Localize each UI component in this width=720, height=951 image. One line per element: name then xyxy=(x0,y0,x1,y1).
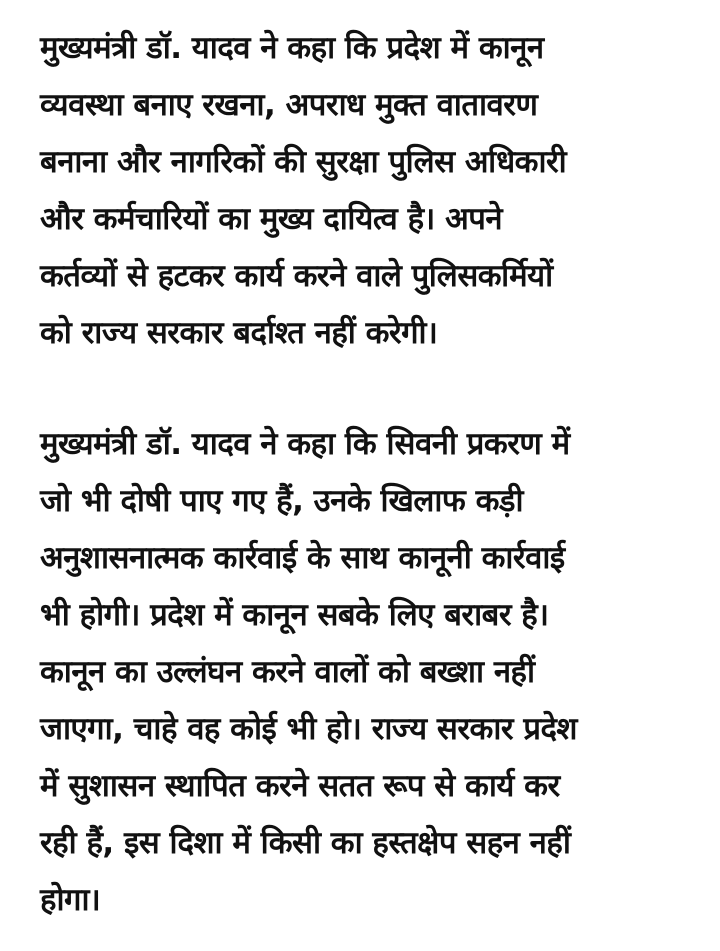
paragraph-line: रही हैं, इस दिशा में किसी का हस्तक्षेप सहन नहीं xyxy=(40,825,571,861)
paragraph-line: होगा। xyxy=(40,882,101,918)
paragraph-line: मुख्यमंत्री डॉ. यादव ने कहा कि सिवनी प्रकरण में xyxy=(40,426,570,462)
paragraph-line: बनाना और नागरिकों की सुरक्षा पुलिस अधिकारी xyxy=(40,144,567,180)
paragraph-line: जाएगा, चाहे वह कोई भी हो। राज्य सरकार प्रदेश xyxy=(40,711,578,747)
paragraph-line: और कर्मचारियों का मुख्य दायित्व है। अपने xyxy=(40,201,503,237)
paragraph-line: कर्तव्यों से हटकर कार्य करने वाले पुलिसकर्मियों xyxy=(40,258,553,294)
paragraph-1 xyxy=(40,20,688,362)
paragraph-line: जो भी दोषी पाए गए हैं, उनके खिलाफ कड़ी xyxy=(40,483,523,519)
article-body xyxy=(40,20,688,929)
paragraph-line: अनुशासनात्मक कार्रवाई के साथ कानूनी कार्रवाई xyxy=(40,540,565,576)
paragraph-line: में सुशासन स्थापित करने सतत रूप से कार्य कर xyxy=(40,768,560,804)
paragraph-line: व्यवस्था बनाए रखना, अपराध मुक्त वातावरण xyxy=(40,87,538,123)
paragraph-line: कानून का उल्लंघन करने वालों को बख्शा नहीं xyxy=(40,654,535,690)
paragraph-line: भी होगी। प्रदेश में कानून सबके लिए बराबर है। xyxy=(40,597,549,633)
paragraph-line: को राज्य सरकार बर्दाश्त नहीं करेगी। xyxy=(40,315,438,351)
paragraph-2 xyxy=(40,416,688,929)
paragraph-line: मुख्यमंत्री डॉ. यादव ने कहा कि प्रदेश में कानून xyxy=(40,30,544,66)
